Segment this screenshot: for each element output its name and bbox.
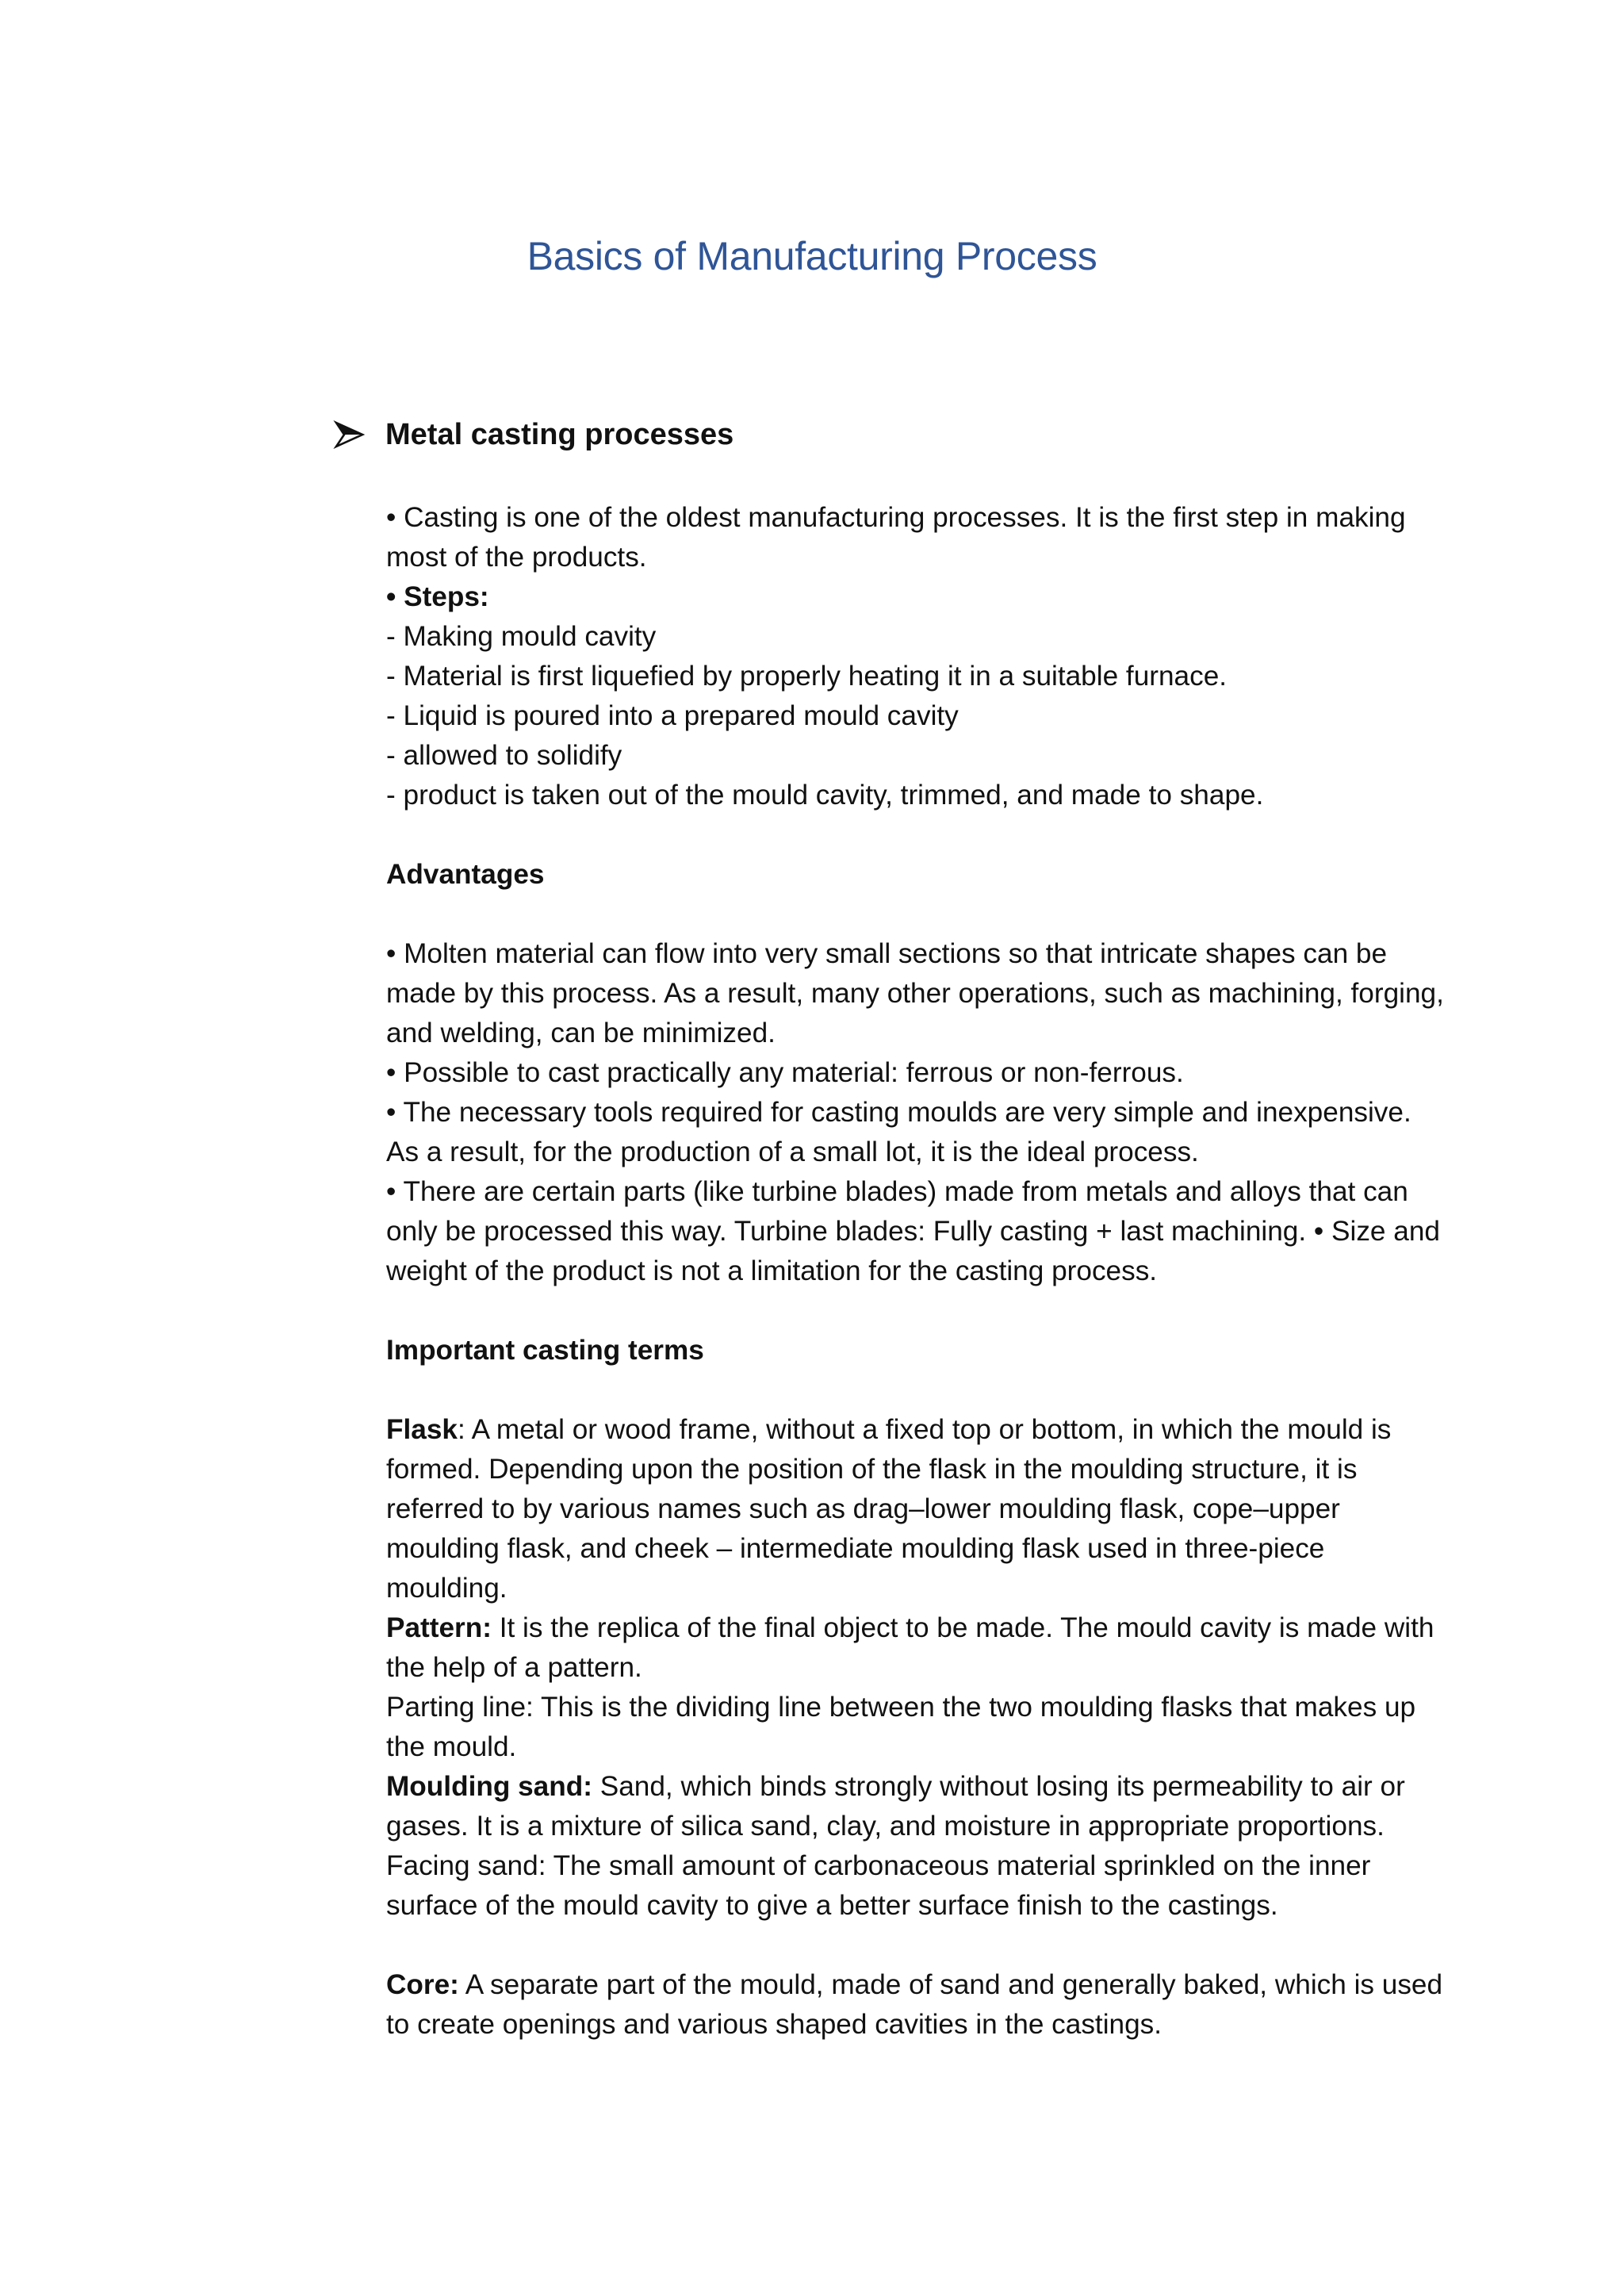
term-text-line: the help of a pattern.: [386, 1652, 642, 1683]
term-text-line: formed. Depending upon the position of the flask in the moulding structure, it is: [386, 1454, 1358, 1485]
advantages-line: and welding, can be minimized.: [386, 1018, 776, 1048]
term-label: Flask: [386, 1414, 458, 1445]
term-moulding-sand: Moulding sand: Sand, which binds strongly without losing its permeability to air or: [386, 1771, 1405, 1802]
intro-line: • Casting is one of the oldest manufacturing processes. It is the first step in making: [386, 502, 1406, 533]
term-label: Moulding sand:: [386, 1771, 592, 1802]
term-text-line: gases. It is a mixture of silica sand, clay, and moisture in appropriate proportions.: [386, 1811, 1385, 1842]
step-item: - product is taken out of the mould cavity, trimmed, and made to shape.: [386, 780, 1264, 811]
advantages-line: • Molten material can flow into very small sections so that intricate shapes can be: [386, 938, 1388, 969]
term-text-line: referred to by various names such as drag–lower moulding flask, cope–upper: [386, 1493, 1340, 1524]
term-pattern: Pattern: It is the replica of the final object to be made. The mould cavity is made with: [386, 1612, 1434, 1643]
terms-heading: Important casting terms: [386, 1335, 704, 1366]
step-item: - Making mould cavity: [386, 621, 657, 652]
term-text-line: the mould.: [386, 1731, 517, 1762]
advantages-line: made by this process. As a result, many other operations, such as machining, forging,: [386, 978, 1444, 1009]
arrow-bullet-icon: [333, 420, 365, 449]
term-label: Core:: [386, 1969, 459, 2000]
advantages-line: As a result, for the production of a small lot, it is the ideal process.: [386, 1137, 1199, 1167]
step-item: - Material is first liquefied by properly heating it in a suitable furnace.: [386, 661, 1228, 692]
advantages-line: weight of the product is not a limitation for the casting process.: [386, 1255, 1158, 1286]
step-item: - Liquid is poured into a prepared mould cavity: [386, 700, 959, 731]
term-parting-line: Parting line: This is the dividing line between the two moulding flasks that makes up: [386, 1692, 1416, 1723]
advantages-line: only be processed this way. Turbine blades: Fully casting + last machining. • Size and: [386, 1216, 1440, 1247]
term-flask: Flask: A metal or wood frame, without a fixed top or bottom, in which the mould is: [386, 1414, 1392, 1445]
advantages-heading: Advantages: [386, 859, 545, 890]
steps-heading: [386, 577, 1465, 617]
section-heading: [333, 411, 734, 458]
advantages-line: • The necessary tools required for casting moulds are very simple and inexpensive.: [386, 1097, 1411, 1128]
term-text-line: Facing sand: The small amount of carbonaceous material sprinkled on the inner: [386, 1850, 1371, 1881]
term-text-line: moulding.: [386, 1573, 508, 1604]
advantages-line: • There are certain parts (like turbine blades) made from metals and alloys that can: [386, 1176, 1408, 1207]
term-text-line: surface of the mould cavity to give a better surface finish to the castings.: [386, 1890, 1278, 1921]
term-core: Core: A separate part of the mould, made of sand and generally baked, which is used: [386, 1969, 1443, 2000]
term-text-line: moulding flask, and cheek – intermediate moulding flask used in three-piece: [386, 1533, 1325, 1564]
page-title: Basics of Manufacturing Process: [527, 234, 1097, 278]
advantages-line: • Possible to cast practically any material: ferrous or non-ferrous.: [386, 1057, 1184, 1088]
step-item: - allowed to solidify: [386, 740, 622, 771]
term-label: Pattern:: [386, 1612, 492, 1643]
section-heading-text: Metal casting processes: [385, 418, 734, 451]
intro-line: most of the products.: [386, 542, 647, 573]
term-text-line: to create openings and various shaped cavities in the castings.: [386, 2009, 1162, 2040]
document-body: [386, 498, 1465, 2045]
steps-label: • Steps:: [386, 581, 489, 612]
